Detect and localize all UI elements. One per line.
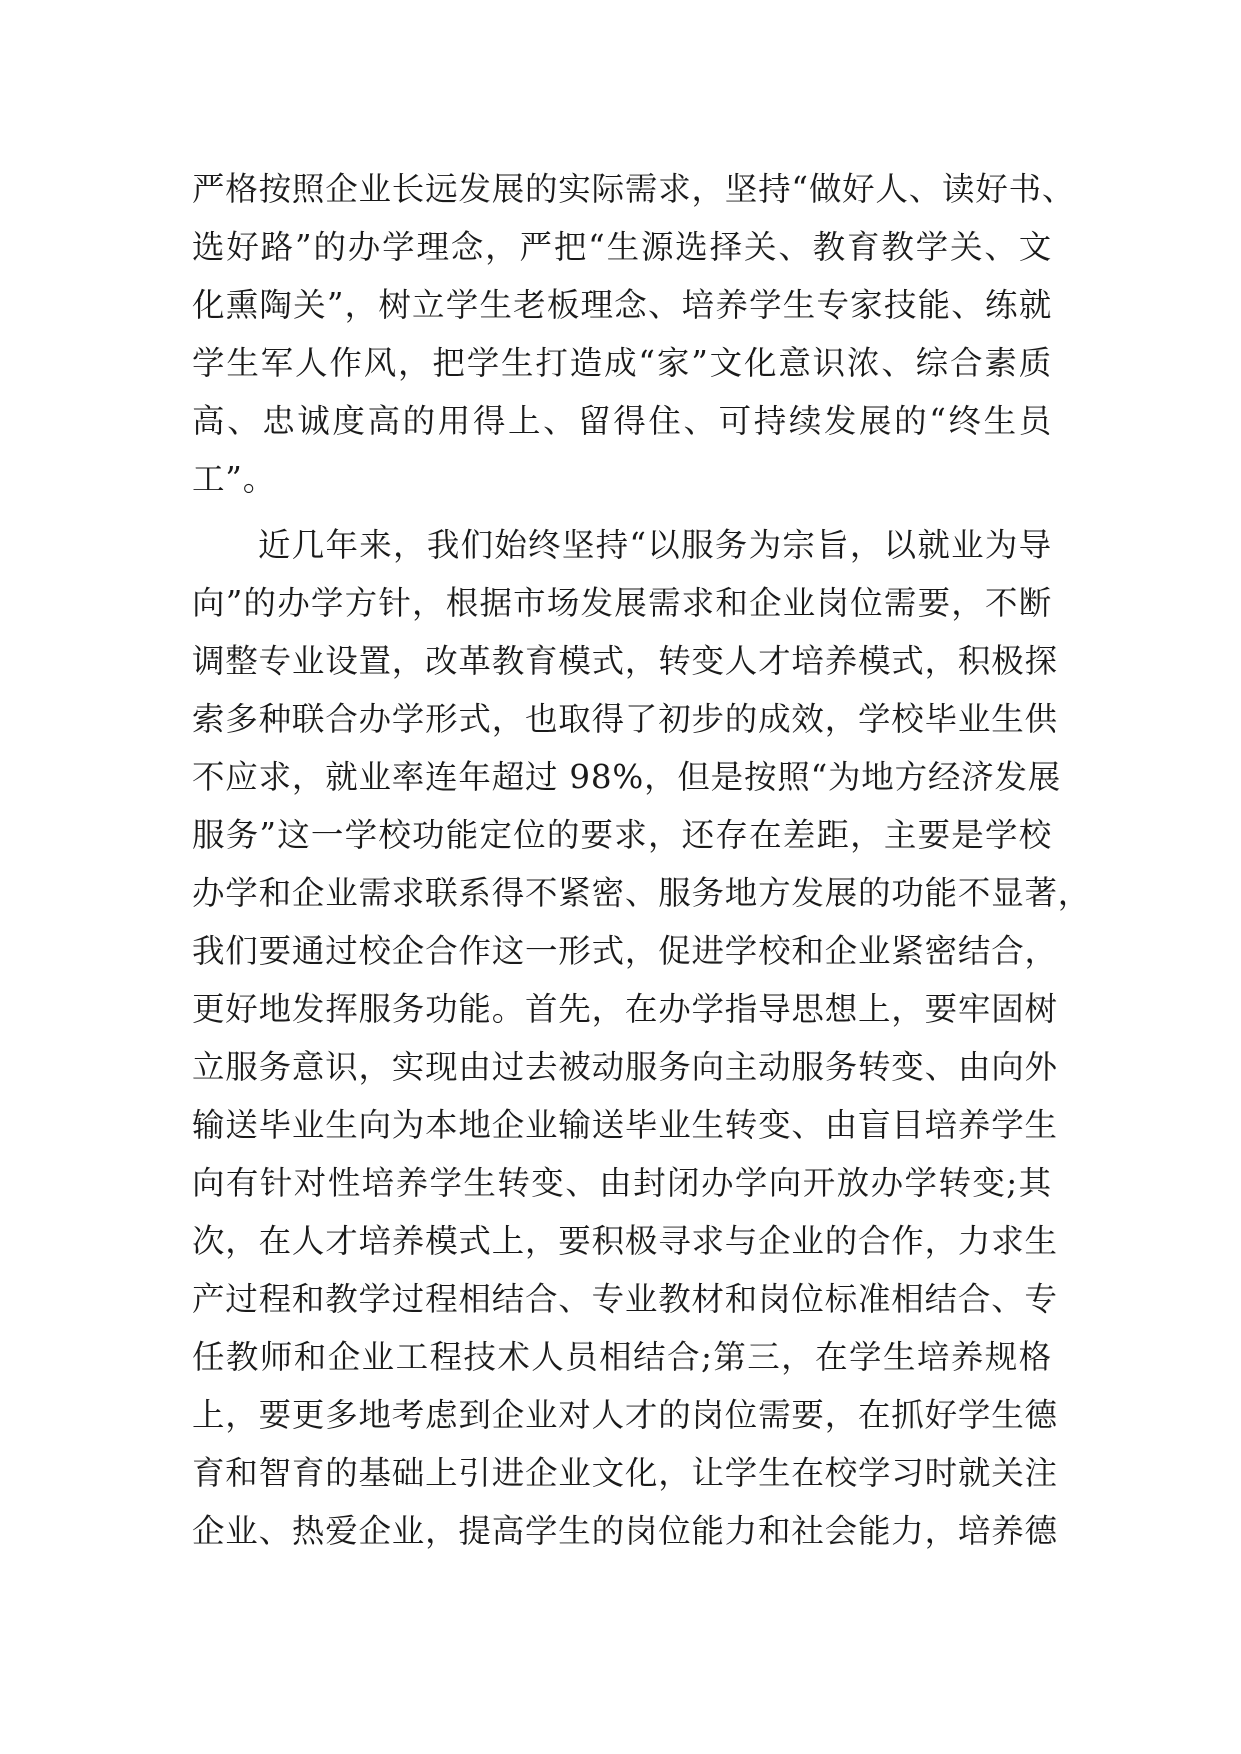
text-line: 我们要通过校企合作这一形式，促进学校和企业紧密结合，: [192, 932, 1058, 970]
text-line: 调整专业设置，改革教育模式，转变人才培养模式，积极探: [192, 642, 1058, 680]
text-line: 近几年来，我们始终坚持“以服务为宗旨，以就业为导: [258, 526, 1052, 564]
text-line: 立服务意识，实现由过去被动服务向主动服务转变、由向外: [192, 1048, 1058, 1086]
text-line: 产过程和教学过程相结合、专业教材和岗位标准相结合、专: [192, 1280, 1058, 1318]
paragraph-1: [192, 160, 1076, 508]
text-line: 高、忠诚度高的用得上、留得住、可持续发展的“终生员: [192, 402, 1052, 440]
text-line: 服务”这一学校功能定位的要求，还存在差距，主要是学校: [192, 816, 1052, 854]
text-line: 次，在人才培养模式上，要积极寻求与企业的合作，力求生: [192, 1222, 1058, 1260]
text-line: 严格按照企业长远发展的实际需求，坚持“做好人、读好书、: [192, 170, 1076, 208]
text-line: 输送毕业生向为本地企业输送毕业生转变、由盲目培养学生: [192, 1106, 1058, 1144]
text-line: 向有针对性培养学生转变、由封闭办学向开放办学转变;其: [192, 1164, 1052, 1202]
text-line: 企业、热爱企业，提高学生的岗位能力和社会能力，培养德: [192, 1512, 1058, 1550]
text-line: 索多种联合办学形式，也取得了初步的成效，学校毕业生供: [192, 700, 1058, 738]
text-line: 任教师和企业工程技术人员相结合;第三，在学生培养规格: [192, 1338, 1052, 1376]
text-line: 不应求，就业率连年超过 98%，但是按照“为地方经济发展: [192, 758, 1062, 796]
text-line: 学生军人作风，把学生打造成“家”文化意识浓、综合素质: [192, 344, 1052, 382]
text-line: 上，要更多地考虑到企业对人才的岗位需要，在抓好学生德: [192, 1396, 1058, 1434]
text-line: 向”的办学方针，根据市场发展需求和企业岗位需要，不断: [192, 584, 1052, 622]
text-line: 办学和企业需求联系得不紧密、服务地方发展的功能不显著，: [192, 874, 1092, 912]
text-line: 工”。: [192, 460, 277, 498]
paragraph-2: [192, 516, 1092, 1560]
text-line: 选好路”的办学理念，严把“生源选择关、教育教学关、文: [192, 228, 1052, 266]
text-line: 育和智育的基础上引进企业文化，让学生在校学习时就关注: [192, 1454, 1058, 1492]
text-line: 化熏陶关”，树立学生老板理念、培养学生专家技能、练就: [192, 286, 1052, 324]
text-line: 更好地发挥服务功能。首先，在办学指导思想上，要牢固树: [192, 990, 1058, 1028]
